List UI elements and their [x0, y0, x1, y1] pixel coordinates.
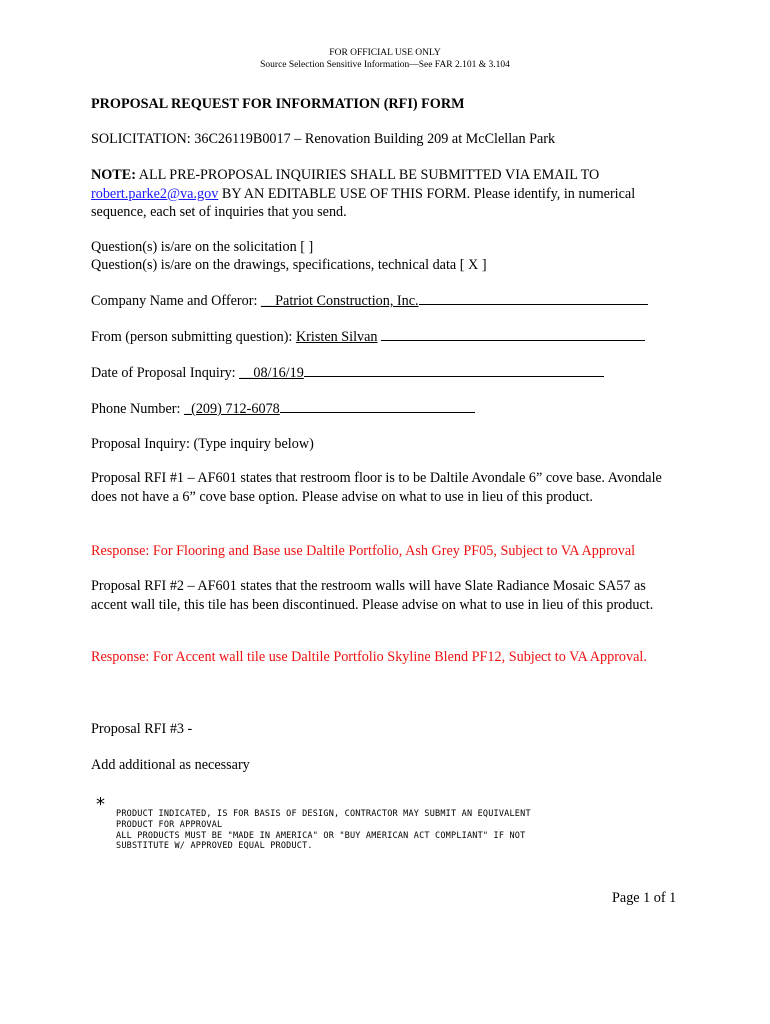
header-official-use: FOR OFFICIAL USE ONLY [329, 48, 441, 58]
date-blank-line [304, 363, 604, 377]
note-text-2: BY AN EDITABLE USE OF THIS FORM. Please identify, in numerical sequence, each set of inquiries that you send. [91, 185, 636, 220]
question-drawings-checkbox[interactable]: Question(s) is/are on the drawings, specifications, technical data [ X ] [91, 257, 487, 273]
form-title: PROPOSAL REQUEST FOR INFORMATION (RFI) FORM [91, 96, 465, 112]
header-sensitive-info: Source Selection Sensitive Information—See FAR 2.101 & 3.104 [260, 60, 510, 70]
page-number: Page 1 of 1 [612, 890, 677, 906]
handwritten-note-line-1: PRODUCT INDICATED, IS FOR BASIS OF DESIGN, CONTRACTOR MAY SUBMIT AN EQUIVALENT [116, 809, 531, 819]
phone-value[interactable]: _(209) 712-6078 [184, 401, 280, 417]
additional-note: Add additional as necessary [91, 757, 250, 773]
solicitation-line: SOLICITATION: 36C26119B0017 – Renovation Building 209 at McClellan Park [91, 131, 556, 147]
rfi-2-question: Proposal RFI #2 – AF601 states that the restroom walls will have Slate Radiance Mosaic SA57 as accent wall tile, this tile has been discontinued. Please advise on what to use in lieu of this product. [91, 578, 654, 613]
date-label: Date of Proposal Inquiry: [91, 365, 240, 381]
email-link[interactable]: robert.parke2@va.gov [91, 185, 219, 202]
phone-label: Phone Number: [91, 401, 184, 417]
note-text-1: ALL PRE-PROPOSAL INQUIRIES SHALL BE SUBMITTED VIA EMAIL TO [135, 167, 600, 183]
company-label: Company Name and Offeror: [91, 293, 261, 309]
company-field [91, 291, 691, 311]
company-blank-line [419, 291, 648, 305]
handwritten-note-line-4: SUBSTITUTE W/ APPROVED EQUAL PRODUCT. [116, 841, 313, 852]
phone-blank-line [280, 399, 475, 413]
from-label: From (person submitting question): [91, 329, 296, 345]
note-label: NOTE: [91, 167, 136, 183]
handwritten-note-line-2: PRODUCT FOR APPROVAL [116, 819, 223, 830]
inquiry-instruction: Proposal Inquiry: (Type inquiry below) [91, 436, 314, 452]
rfi-1-question: Proposal RFI #1 – AF601 states that restroom floor is to be Daltile Avondale 6” cove base. Avondale does not have a 6” cove base option. Please advise on what to use in lieu of this product. [91, 470, 662, 505]
from-field [91, 327, 691, 347]
rfi-2-response: Response: For Accent wall tile use Daltile Portfolio Skyline Blend PF12, Subject to VA Approval. [91, 649, 647, 665]
rfi-1-response: Response: For Flooring and Base use Daltile Portfolio, Ash Grey PF05, Subject to VA Approval [91, 543, 636, 559]
from-value[interactable]: Kristen Silvan [295, 329, 378, 345]
asterisk-mark: * [96, 794, 105, 815]
handwritten-note-line-3: ALL PRODUCTS MUST BE "MADE IN AMERICA" OR "BUY AMERICAN ACT COMPLIANT" IF NOT [116, 830, 526, 841]
handwritten-note [116, 809, 536, 852]
question-solicitation-checkbox[interactable]: Question(s) is/are on the solicitation [ ] [91, 239, 314, 255]
note-paragraph [91, 166, 691, 222]
date-field [91, 363, 691, 383]
date-value[interactable]: __08/16/19 [239, 365, 304, 381]
from-blank-line [381, 327, 645, 341]
company-value[interactable]: __Patriot Construction, Inc. [260, 293, 419, 309]
phone-field [91, 399, 691, 419]
rfi-3-question: Proposal RFI #3 - [91, 721, 193, 737]
